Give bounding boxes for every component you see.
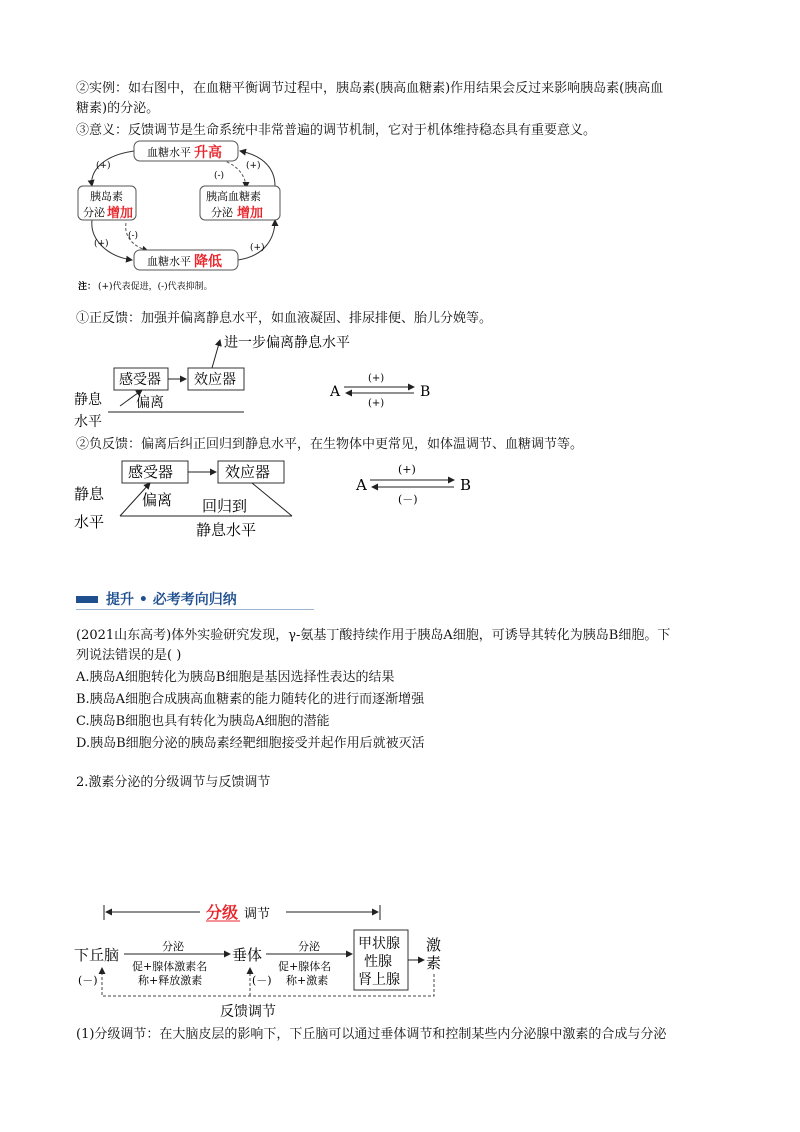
negative-feedback-text: ②负反馈：偏离后纠正回归到静息水平，在生物体中更常见，如体温调节、血糖调节等。: [76, 437, 584, 452]
pos-rest2: 水平: [74, 414, 102, 430]
gland-thyroid: 甲状腺: [358, 936, 400, 952]
right-highlight: 增加: [237, 206, 264, 221]
hormone2-line1: 促+腺体名: [278, 960, 332, 973]
sign-plus-tr: (+): [246, 161, 261, 171]
sign-plus-br: (+): [250, 243, 265, 253]
sign-minus-tr: (-): [214, 171, 225, 181]
neg-minus-bottom: (－): [398, 493, 418, 506]
neg-return1: 回归到: [202, 497, 248, 515]
hypothalamus-label: 下丘脑: [74, 946, 120, 964]
section-heading-rule: [76, 609, 314, 610]
meaning-line: ③意义：反馈调节是生命系统中非常普遍的调节机制，它对于机体维持稳态具有重要意义。: [76, 123, 597, 138]
neg-a: A: [356, 476, 367, 494]
feedback-minus-right: (－): [252, 974, 272, 987]
positive-feedback-text: ①正反馈：加强并偏离静息水平，如血液凝固、排尿排便、胎儿分娩等。: [76, 311, 493, 326]
feedback-minus-left: (－): [78, 974, 98, 987]
top-highlight: 升高: [194, 145, 222, 161]
section-heading: [76, 590, 314, 610]
hormone-regulation-diagram: [72, 898, 452, 1020]
hormone1-line2: 称+释放激素: [138, 974, 203, 987]
neg-return-line: [252, 483, 292, 516]
arc-bottom-right: [238, 220, 275, 260]
neg-receptor: 感受器: [128, 463, 174, 481]
right-box-line1: 胰高血糖素: [206, 190, 261, 203]
note-text: (+)代表促进，(-)代表抑制。: [98, 282, 213, 292]
left-highlight: 增加: [107, 206, 134, 221]
question-option-c: C.胰岛B细胞也具有转化为胰岛A细胞的潜能: [76, 714, 330, 729]
pos-deviate: 偏离: [136, 395, 164, 411]
neg-rest2: 水平: [74, 513, 105, 531]
glucose-feedback-diagram: [70, 138, 310, 298]
positive-feedback-diagram: [68, 330, 431, 430]
tiered-regulation-text: (1)分级调节：在大脑皮层的影响下，下丘脑可以通过垂体调节和控制某些内分泌腺中激素的合成与分泌: [76, 1027, 667, 1042]
dashed-arc-right: [222, 160, 246, 188]
sign-minus-bl: (-): [128, 231, 139, 241]
pos-arrow-up: [212, 340, 220, 368]
secrete1: 分泌: [162, 940, 184, 953]
tier-highlight: 分级: [206, 903, 239, 922]
question-option-b: B.胰岛A细胞合成胰高血糖素的能力随转化的进行而逐渐增强: [76, 692, 425, 707]
neg-effector: 效应器: [225, 463, 271, 481]
hormone2-line2: 称+激素: [286, 974, 329, 987]
pos-b: B: [420, 384, 431, 400]
section-heading-title: 提升 • 必考考向归纳: [106, 592, 237, 608]
neg-rest1: 静息: [74, 485, 105, 503]
hormone-out-2: 素: [426, 954, 442, 972]
tier-suffix: 调节: [244, 907, 271, 922]
question-stem-1: (2021山东高考)体外实验研究发现，γ-氨基丁酸持续作用于胰岛A细胞，可诱导其转化为胰岛B细胞。下: [76, 628, 671, 643]
hormone1-line1: 促+腺体激素名: [132, 960, 208, 973]
neg-plus-top: (+): [398, 463, 416, 476]
pos-a: A: [330, 384, 341, 400]
gland-adrenal: 肾上腺: [358, 972, 400, 988]
heading-hormone-regulation: 2.激素分泌的分级调节与反馈调节: [76, 775, 271, 790]
neg-return2: 静息水平: [196, 521, 257, 539]
pos-plus-bottom: (+): [368, 398, 385, 409]
pos-top-label: 进一步偏离静息水平: [224, 335, 350, 351]
question-option-a: A.胰岛A细胞转化为胰岛B细胞是基因选择性表达的结果: [76, 670, 395, 685]
pos-rest1: 静息: [74, 392, 102, 408]
neg-b: B: [460, 476, 472, 494]
bottom-box-label: 血糖水平: [147, 255, 191, 268]
question-stem-2: 列说法错误的是( ): [76, 648, 182, 663]
bottom-highlight: 降低: [194, 254, 222, 270]
left-box-line2: 分泌: [83, 206, 105, 219]
sign-plus-bl: (+): [94, 239, 109, 249]
left-box-line1: 胰岛素: [90, 190, 123, 203]
example-line-2: 糖素)的分泌。: [76, 101, 160, 116]
sign-plus-tl: (+): [96, 161, 111, 171]
feedback-label: 反馈调节: [220, 1004, 276, 1020]
section-heading-mark: [76, 596, 98, 603]
note-label: 注：: [78, 282, 97, 292]
negative-feedback-diagram: [68, 455, 488, 545]
secrete2: 分泌: [298, 940, 320, 953]
pituitary-label: 垂体: [232, 946, 263, 964]
top-box-label: 血糖水平: [147, 146, 191, 159]
question-option-d: D.胰岛B细胞分泌的胰岛素经靶细胞接受并起作用后就被灭活: [76, 736, 425, 751]
gland-gonad: 性腺: [364, 954, 392, 970]
neg-deviate: 偏离: [142, 491, 173, 509]
pos-plus-top: (+): [368, 373, 385, 384]
example-line-1: ②实例：如右图中，在血糖平衡调节过程中，胰岛素(胰高血糖素)作用结果会反过来影响胰岛素(胰高血: [76, 81, 664, 96]
hormone-out-1: 激: [426, 936, 442, 954]
pos-receptor: 感受器: [119, 372, 161, 388]
pos-effector: 效应器: [194, 372, 236, 388]
right-box-line2: 分泌: [211, 206, 233, 219]
